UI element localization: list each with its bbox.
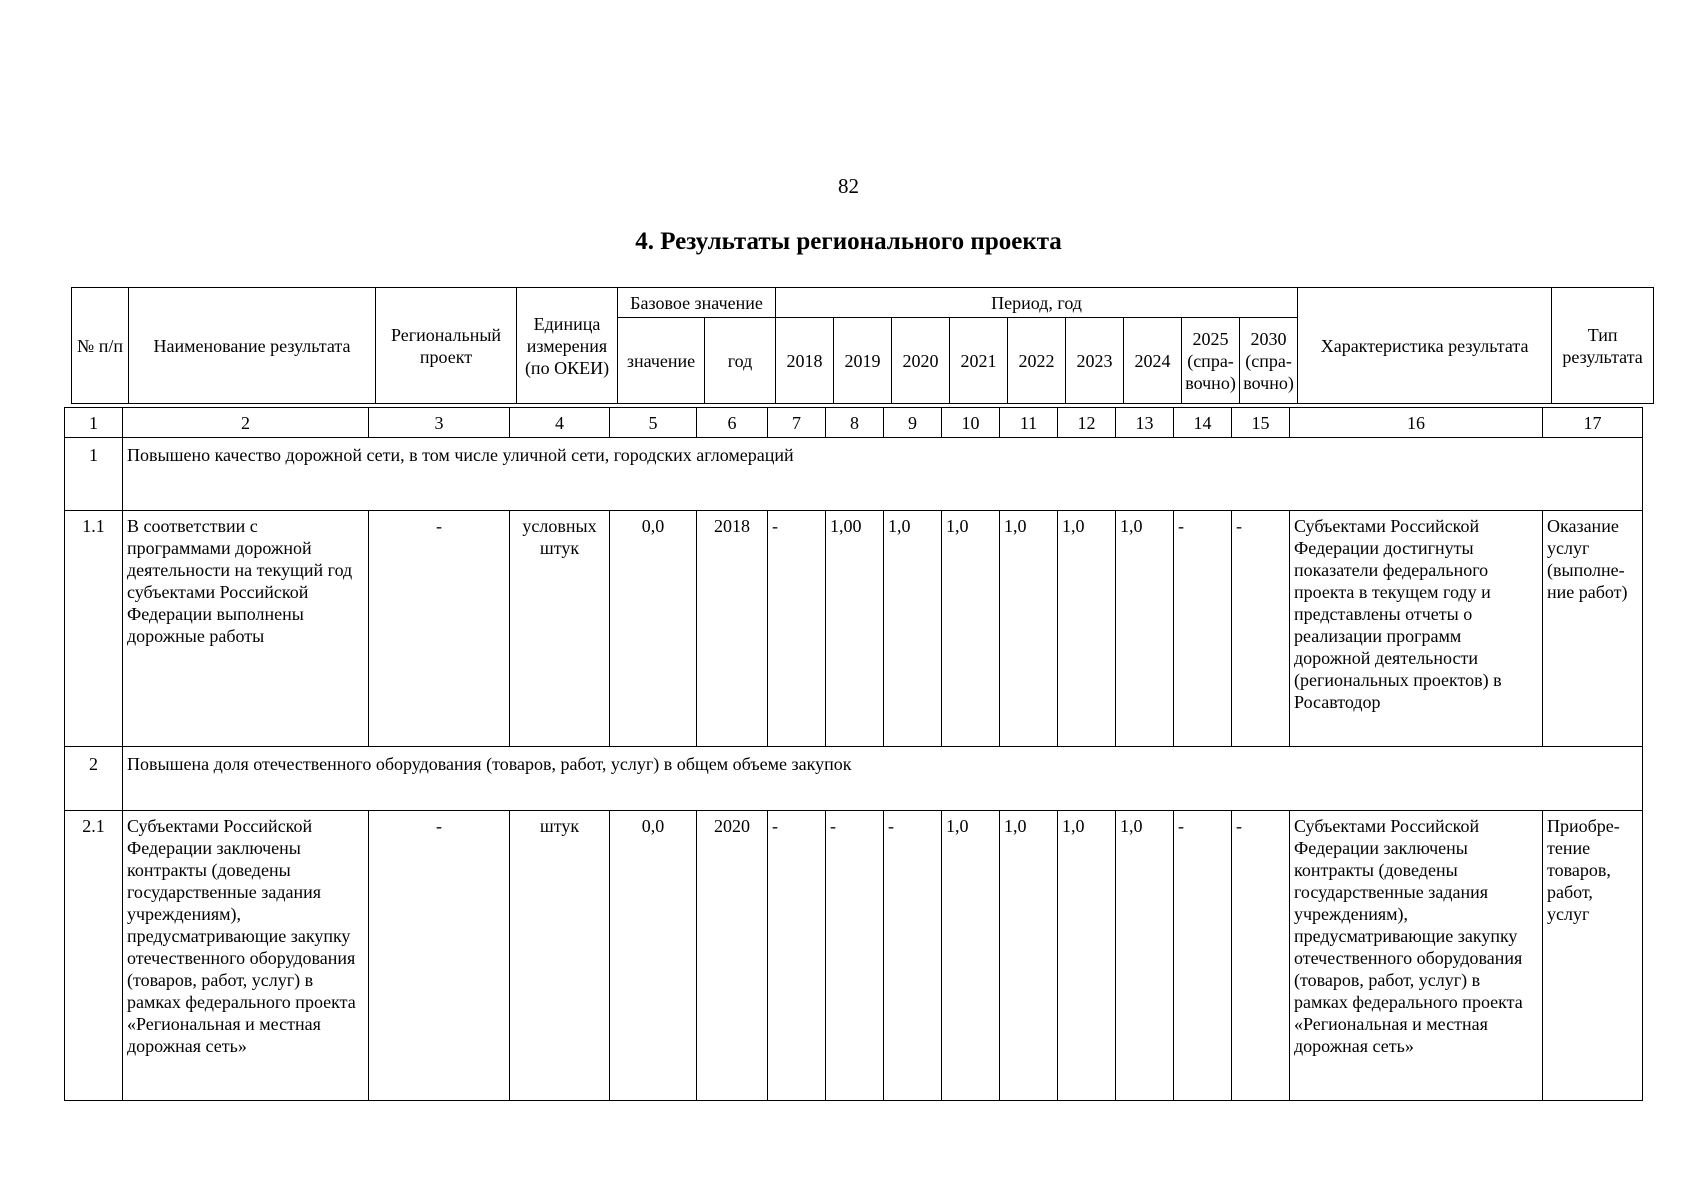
group-row [65, 747, 1643, 811]
column-number: 11 [1000, 408, 1058, 438]
row-number: 1.1 [65, 511, 123, 747]
header-year: 2024 [1124, 318, 1182, 404]
header-type: Тип результата [1552, 288, 1654, 404]
base-year: 2020 [697, 811, 768, 1101]
value-2030: - [1232, 811, 1290, 1101]
value-2018: - [768, 811, 826, 1101]
column-number: 4 [510, 408, 610, 438]
results-table-header [71, 287, 1654, 404]
header-year: 2020 [892, 318, 950, 404]
value-2021: 1,0 [942, 511, 1000, 747]
result-type: Оказание услуг (выполне-ние работ) [1543, 511, 1643, 747]
base-year: 2018 [697, 511, 768, 747]
regional-project: - [369, 511, 510, 747]
value-2024: 1,0 [1116, 511, 1174, 747]
header-base-value-year: год [705, 318, 776, 404]
column-number: 6 [697, 408, 768, 438]
header-year: 2022 [1008, 318, 1066, 404]
value-2020: 1,0 [884, 511, 942, 747]
column-number: 9 [884, 408, 942, 438]
header-unit: Единица измерения (по ОКЕИ) [517, 288, 618, 404]
unit: условных штук [510, 511, 610, 747]
column-number: 5 [610, 408, 697, 438]
column-numbers-row [65, 408, 1643, 438]
row-number: 2.1 [65, 811, 123, 1101]
value-2019: - [826, 811, 884, 1101]
column-number: 12 [1058, 408, 1116, 438]
header-year: 2021 [950, 318, 1008, 404]
results-table [64, 407, 1643, 1101]
group-title: Повышена доля отечественного оборудования (товаров, работ, услуг) в общем объеме закупок [123, 747, 1643, 811]
base-value: 0,0 [610, 811, 697, 1101]
value-2025: - [1174, 811, 1232, 1101]
header-characteristic: Характеристика результата [1298, 288, 1552, 404]
column-number: 14 [1174, 408, 1232, 438]
regional-project: - [369, 811, 510, 1101]
header-year: 2025 (спра-вочно) [1182, 318, 1240, 404]
header-regional-project: Региональный проект [376, 288, 517, 404]
header-year: 2023 [1066, 318, 1124, 404]
value-2024: 1,0 [1116, 811, 1174, 1101]
table-row [65, 811, 1643, 1101]
group-row [65, 438, 1643, 511]
value-2019: 1,00 [826, 511, 884, 747]
value-2023: 1,0 [1058, 811, 1116, 1101]
group-title: Повышено качество дорожной сети, в том числе уличной сети, городских агломераций [123, 438, 1643, 511]
column-number: 7 [768, 408, 826, 438]
header-base-value-value: значение [618, 318, 705, 404]
column-number: 13 [1116, 408, 1174, 438]
value-2018: - [768, 511, 826, 747]
group-number: 1 [65, 438, 123, 511]
value-2020: - [884, 811, 942, 1101]
column-number: 10 [942, 408, 1000, 438]
header-year: 2018 [776, 318, 834, 404]
column-number: 1 [65, 408, 123, 438]
column-number: 8 [826, 408, 884, 438]
header-period: Период, год [776, 288, 1298, 318]
header-year: 2019 [834, 318, 892, 404]
page-title: 4. Результаты регионального проекта [635, 228, 1062, 255]
header-base-value: Базовое значение [618, 288, 776, 318]
value-2030: - [1232, 511, 1290, 747]
column-number: 2 [123, 408, 369, 438]
result-type: Приобре-тение товаров, работ, услуг [1543, 811, 1643, 1101]
value-2021: 1,0 [942, 811, 1000, 1101]
column-number: 3 [369, 408, 510, 438]
value-2025: - [1174, 511, 1232, 747]
table-row [65, 511, 1643, 747]
header-year: 2030 (спра-вочно) [1240, 318, 1298, 404]
column-number: 16 [1290, 408, 1543, 438]
result-name: Субъектами Российской Федерации заключены контракты (доведены государственные задания учреждениям), предусматривающие закупку отечественного оборудования (товаров, работ, услуг) в рамках федерального проекта «Региональная и местная дорожная сеть» [123, 811, 369, 1101]
column-number: 15 [1232, 408, 1290, 438]
result-characteristic: Субъектами Российской Федерации достигнуты показатели федерального проекта в текущем году и представлены отчеты о реализации программ дорожной деятельности (региональных проектов) в Росавтодор [1290, 511, 1543, 747]
unit: штук [510, 811, 610, 1101]
result-name: В соответствии с программами дорожной деятельности на текущий год субъектами Российской Федерации выполнены дорожные работы [123, 511, 369, 747]
result-characteristic: Субъектами Российской Федерации заключены контракты (доведены государственные задания учреждениям), предусматривающие закупку отечественного оборудования (товаров, работ, услуг) в рамках федерального проекта «Региональная и местная дорожная сеть» [1290, 811, 1543, 1101]
base-value: 0,0 [610, 511, 697, 747]
group-number: 2 [65, 747, 123, 811]
header-num: № п/п [72, 288, 129, 404]
value-2022: 1,0 [1000, 811, 1058, 1101]
column-number: 17 [1543, 408, 1643, 438]
header-name: Наименование результата [129, 288, 376, 404]
value-2022: 1,0 [1000, 511, 1058, 747]
page-number: 82 [838, 174, 859, 198]
value-2023: 1,0 [1058, 511, 1116, 747]
